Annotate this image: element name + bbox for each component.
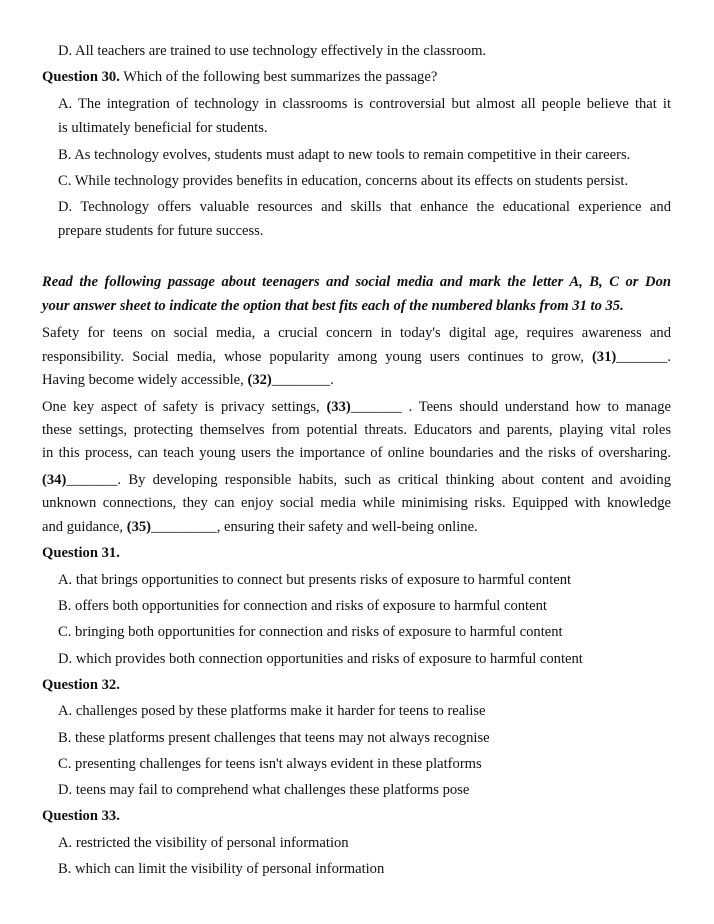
passage-p1-line2: responsibility. Social media, whose popularity among young users continues to grow, (31)_______.	[42, 349, 671, 365]
q30-option-a-line1: A. The integration of technology in classrooms is controversial but almost all people believe that it	[58, 96, 671, 112]
blank-35: (35)	[126, 519, 152, 535]
q32-option-b: B. these platforms present challenges that teens may not always recognise	[58, 730, 490, 746]
q30-option-b: B. As technology evolves, students must adapt to new tools to remain competitive in their careers.	[58, 147, 631, 163]
passage-p2-line2: these settings, protecting themselves from potential threats. Educators and parents, playing vital roles	[42, 422, 671, 438]
question-30-label: Question 30.	[42, 69, 120, 85]
q31-option-b: B. offers both opportunities for connection and risks of exposure to harmful content	[58, 598, 547, 614]
q30-option-a-line2: is ultimately beneficial for students.	[58, 120, 268, 136]
passage-p2-line6: and guidance, (35)_________, ensuring their safety and well-being online.	[42, 519, 478, 535]
blank-33: (33)	[326, 399, 351, 415]
passage-p2-line5: unknown connections, they can enjoy social media while minimising risks. Equipped with knowledge	[42, 495, 671, 511]
q33-option-a: A. restricted the visibility of personal information	[58, 835, 349, 851]
question-30	[42, 68, 437, 86]
q30-option-d-line2: prepare students for future success.	[58, 223, 264, 239]
question-30-text: Which of the following best summarizes the passage?	[119, 69, 438, 85]
q31-option-d: D. which provides both connection opportunities and risks of exposure to harmful content	[58, 651, 583, 667]
q31-option-a: A. that brings opportunities to connect but presents risks of exposure to harmful content	[58, 572, 572, 588]
passage-p1-line3: Having become widely accessible, (32)________.	[42, 372, 334, 388]
instruction-line2: your answer sheet to indicate the option that best fits each of the numbered blanks from 31 to 35.	[42, 298, 624, 314]
blank-32: (32)	[247, 372, 272, 388]
q29-option-d: D. All teachers are trained to use technology effectively in the classroom.	[58, 43, 487, 59]
instruction-line1: Read the following passage about teenagers and social media and mark the letter A, B, C or Don	[42, 274, 671, 290]
blank-34: (34)	[42, 472, 67, 488]
passage-p2-line1: One key aspect of safety is privacy settings, (33)_______ . Teens should understand how to manage	[42, 399, 671, 415]
passage-p2-line4: (34)_______. By developing responsible habits, such as critical thinking about content and avoiding	[42, 472, 671, 488]
question-32-label: Question 32.	[42, 677, 120, 693]
passage-p2-line3: in this process, can teach young users the importance of online boundaries and the risks of oversharing.	[42, 445, 671, 461]
q32-option-d: D. teens may fail to comprehend what challenges these platforms pose	[58, 782, 470, 798]
question-31-label: Question 31.	[42, 545, 120, 561]
q32-option-a: A. challenges posed by these platforms make it harder for teens to realise	[58, 703, 486, 719]
q33-option-b: B. which can limit the visibility of personal information	[58, 861, 385, 877]
passage-p1-line1: Safety for teens on social media, a crucial concern in today's digital age, requires awareness and	[42, 325, 671, 341]
q30-option-d-line1: D. Technology offers valuable resources and skills that enhance the educational experience and	[58, 199, 671, 215]
q31-option-c: C. bringing both opportunities for connection and risks of exposure to harmful content	[58, 624, 563, 640]
q30-option-c: C. While technology provides benefits in education, concerns about its effects on students persist.	[58, 173, 629, 189]
q32-option-c: C. presenting challenges for teens isn't always evident in these platforms	[58, 756, 482, 772]
blank-31: (31)	[591, 349, 617, 365]
question-33-label: Question 33.	[42, 808, 120, 824]
